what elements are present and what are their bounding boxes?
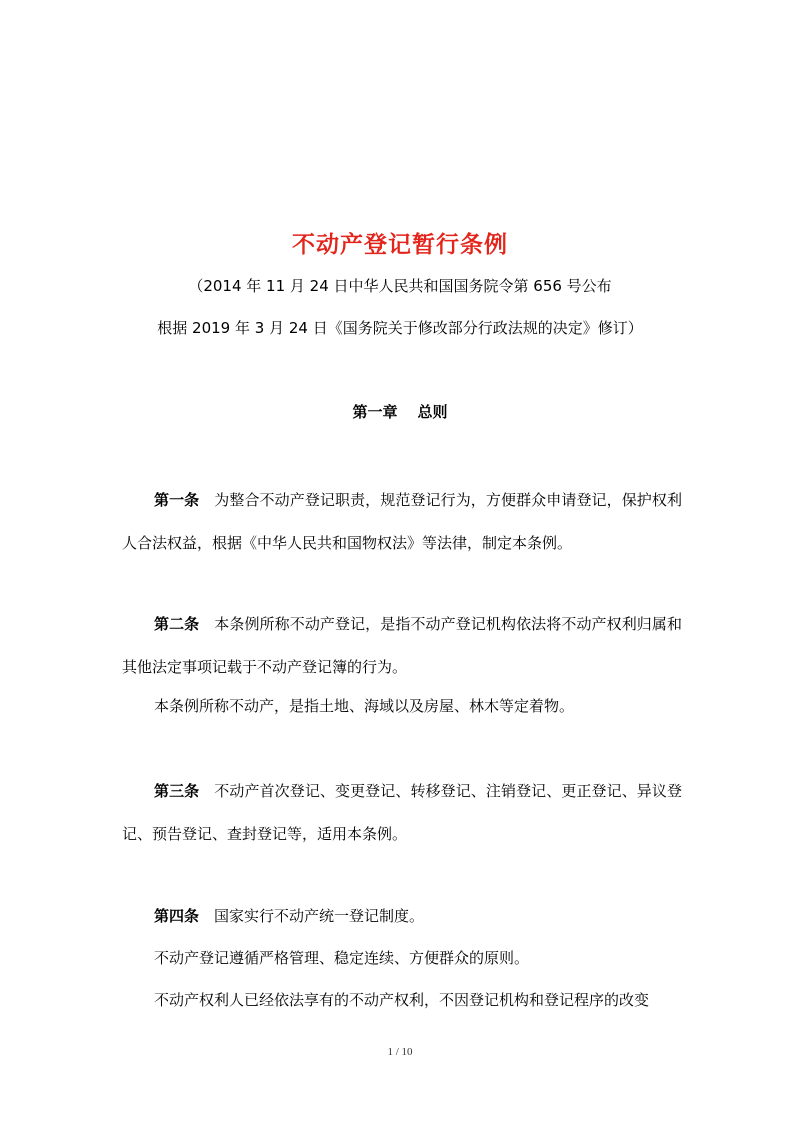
revision-note: 根据 2019 年 3 月 24 日《国务院关于修改部分行政法规的决定》修订）: [157, 319, 643, 337]
promulgation-note: （2014 年 11 月 24 日中华人民共和国国务院令第 656 号公布: [188, 277, 612, 295]
article-2: [122, 603, 682, 689]
article-3: [122, 770, 682, 856]
article-1: [122, 479, 682, 565]
article-label: 第三条: [154, 782, 200, 800]
article-label: 第四条: [154, 907, 200, 925]
article-4-paragraph-2: 不动产登记遵循严格管理、稳定连续、方便群众的原则。: [154, 949, 530, 967]
article-label: 第二条: [154, 615, 200, 633]
document-title: 不动产登记暂行条例: [292, 232, 508, 258]
chapter-number: 第一章: [352, 403, 398, 421]
page-indicator: 1 / 10: [387, 1046, 413, 1058]
article-text: 国家实行不动产统一登记制度。: [214, 907, 425, 925]
article-4: [122, 895, 682, 938]
article-label: 第一条: [154, 491, 200, 509]
article-4-paragraph-3: 不动产权利人已经依法享有的不动产权利，不因登记机构和登记程序的改变: [154, 991, 650, 1009]
chapter-heading: [0, 401, 800, 422]
article-text: 为整合不动产登记职责，规范登记行为，方便群众申请登记，保护权利人合法权益，根据《中华人民共和国物权法》等法律，制定本条例。: [122, 491, 682, 552]
chapter-name: 总则: [417, 403, 448, 421]
article-2-paragraph-2: 本条例所称不动产，是指土地、海域以及房屋、林木等定着物。: [154, 697, 575, 715]
article-text: 不动产首次登记、变更登记、转移登记、注销登记、更正登记、异议登记、预告登记、查封登记等，适用本条例。: [122, 782, 682, 843]
article-text: 本条例所称不动产登记，是指不动产登记机构依法将不动产权利归属和其他法定事项记载于不动产登记簿的行为。: [122, 615, 682, 676]
